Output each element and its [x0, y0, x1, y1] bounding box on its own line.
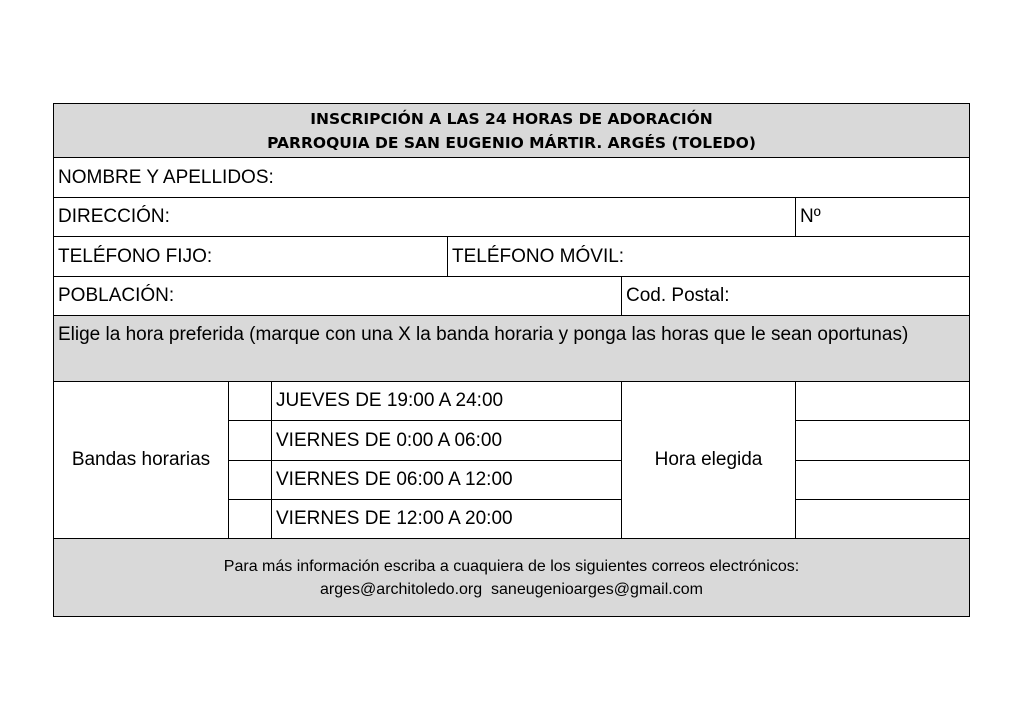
- postal-code-label: Cod. Postal:: [626, 285, 730, 306]
- bands-label-cell: [54, 382, 229, 539]
- band-checkbox-2[interactable]: [229, 421, 272, 461]
- band-checkbox-3[interactable]: [229, 461, 272, 500]
- name-label: NOMBRE Y APELLIDOS:: [58, 166, 274, 188]
- landline-label: TELÉFONO FIJO:: [58, 245, 213, 267]
- chosen-hour-label: Hora elegida: [654, 449, 763, 470]
- band-row-1: [272, 382, 622, 421]
- chosen-hour-input-1[interactable]: [796, 382, 969, 421]
- number-label: Nº: [800, 206, 821, 227]
- chosen-hour-input-2[interactable]: [796, 421, 969, 461]
- bands-label: Bandas horarias: [71, 449, 211, 470]
- number-field[interactable]: [796, 198, 969, 237]
- band-label-4: VIERNES DE 12:00 A 20:00: [276, 508, 513, 529]
- form-header: [54, 104, 969, 158]
- band-row-3: [272, 461, 622, 500]
- instructions-row: [54, 316, 969, 382]
- band-label-3: VIERNES DE 06:00 A 12:00: [276, 469, 513, 490]
- band-row-2: [272, 421, 622, 461]
- form-title-line1: INSCRIPCIÓN A LAS 24 HORAS DE ADORACIÓN: [310, 109, 713, 128]
- mobile-label: TELÉFONO MÓVIL:: [452, 245, 625, 267]
- chosen-hour-label-cell: [622, 382, 796, 539]
- band-label-2: VIERNES DE 0:00 A 06:00: [276, 429, 503, 451]
- address-label: DIRECCIÓN:: [58, 206, 170, 227]
- band-label-1: JUEVES DE 19:00 A 24:00: [276, 390, 504, 411]
- postal-code-field[interactable]: [622, 277, 969, 316]
- instructions-text: Elige la hora preferida (marque con una X la banda horaria y ponga las horas que le sean oportunas): [58, 324, 909, 345]
- form-title-line2: PARROQUIA DE SAN EUGENIO MÁRTIR. ARGÉS (TOLEDO): [267, 133, 756, 152]
- band-checkbox-4[interactable]: [229, 500, 272, 539]
- band-row-4: [272, 500, 622, 539]
- registration-form: [53, 103, 970, 617]
- mobile-field[interactable]: [448, 237, 969, 277]
- band-checkbox-1[interactable]: [229, 382, 272, 421]
- address-field[interactable]: [54, 198, 796, 237]
- chosen-hour-input-3[interactable]: [796, 461, 969, 500]
- town-field[interactable]: [54, 277, 622, 316]
- footer-info: [54, 539, 969, 616]
- town-label: POBLACIÓN:: [58, 285, 175, 306]
- footer-line1: Para más información escriba a cuaquiera de los siguientes correos electrónicos:: [223, 557, 800, 575]
- landline-field[interactable]: [54, 237, 448, 277]
- name-field[interactable]: [54, 158, 969, 198]
- chosen-hour-input-4[interactable]: [796, 500, 969, 539]
- footer-emails: arges@architoledo.org saneugenioarges@gmail.com: [320, 580, 703, 598]
